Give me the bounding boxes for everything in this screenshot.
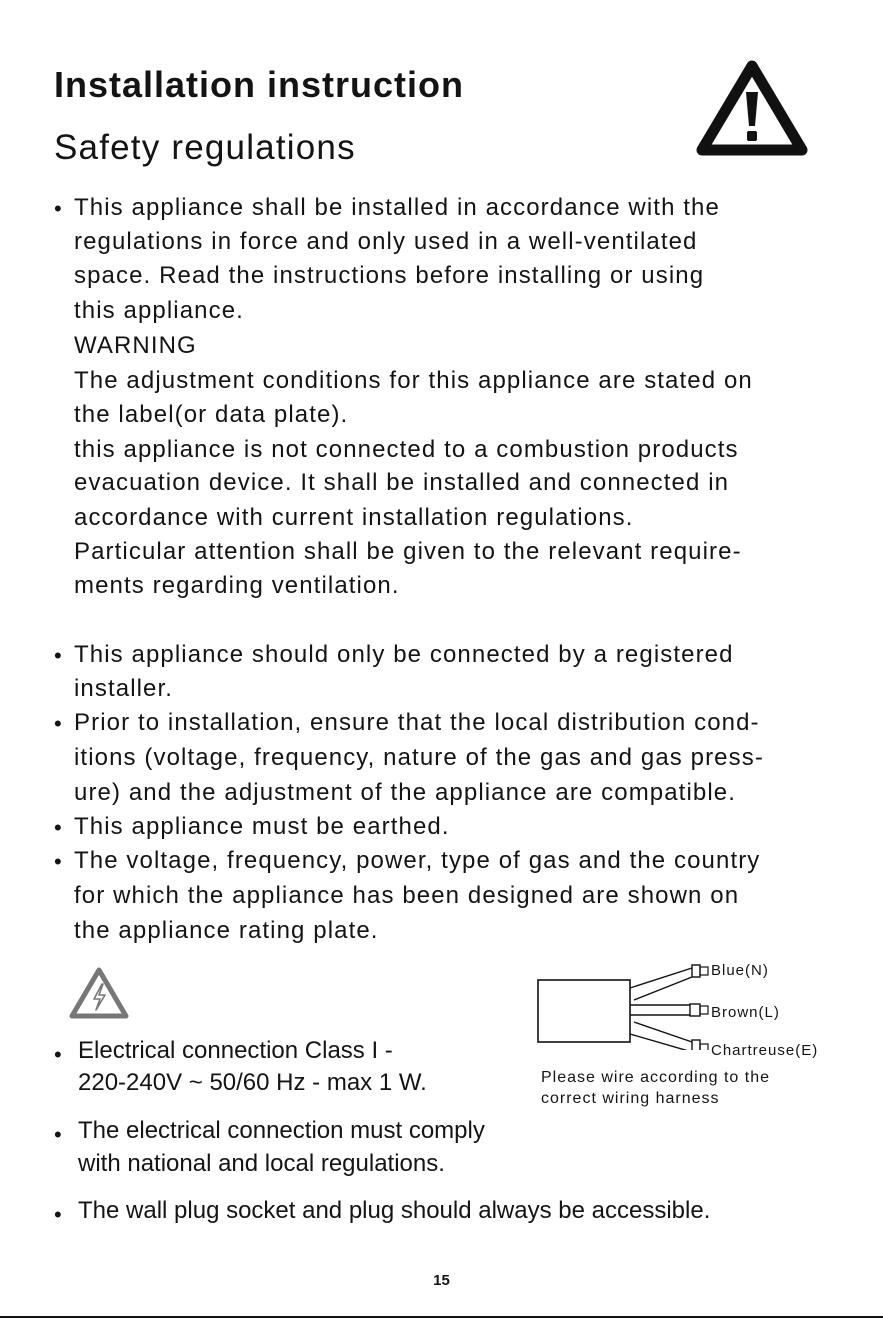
warning-heading: WARNING	[74, 332, 197, 359]
text-line: The voltage, frequency, power, type of gas and the country	[74, 847, 761, 874]
appliance-box	[538, 980, 630, 1042]
warning-triangle-icon	[694, 58, 810, 158]
bottom-rule	[0, 1316, 883, 1318]
text-line: ments regarding ventilation.	[74, 572, 400, 599]
text-line: The adjustment conditions for this appliance are stated on	[74, 367, 753, 394]
text-line: this appliance.	[74, 297, 244, 324]
page-title: Installation instruction	[54, 64, 465, 105]
text-line: space. Read the instructions before installing or using	[74, 262, 705, 289]
text-line: This appliance should only be connected by a registered	[74, 641, 734, 668]
bullet: •	[54, 1122, 62, 1147]
text-line: the label(or data plate).	[74, 401, 349, 428]
text-line: Particular attention shall be given to the relevant require-	[74, 538, 742, 565]
text-line: itions (voltage, frequency, nature of the gas and gas press-	[74, 744, 764, 771]
wiring-diagram	[536, 960, 876, 1050]
text-line: accordance with current installation regulations.	[74, 504, 634, 531]
bullet: •	[54, 643, 62, 668]
page-subtitle: Safety regulations	[54, 128, 356, 167]
text-line: Prior to installation, ensure that the local distribution cond-	[74, 709, 760, 736]
text-line: with national and local regulations.	[78, 1150, 445, 1177]
text-line: This appliance shall be installed in accordance with the	[74, 194, 720, 221]
brown-wire-terminal	[690, 1004, 700, 1016]
wiring-caption-line1: Please wire according to the	[541, 1069, 770, 1086]
page-number: 15	[433, 1272, 450, 1289]
text-line: evacuation device. It shall be installed and connected in	[74, 469, 730, 496]
text-line: The electrical connection must comply	[78, 1117, 485, 1144]
bullet: •	[54, 196, 62, 221]
text-line: Electrical connection Class I -	[78, 1037, 393, 1064]
electric-hazard-icon	[68, 966, 130, 1020]
text-line: installer.	[74, 675, 174, 702]
text-line: This appliance must be earthed.	[74, 813, 450, 840]
bullet: •	[54, 849, 62, 874]
brown-wire-label: Brown(L)	[711, 1004, 780, 1021]
blue-wire-label: Blue(N)	[711, 962, 769, 979]
bullet: •	[54, 815, 62, 840]
text-line: ure) and the adjustment of the appliance are compatible.	[74, 779, 736, 806]
text-line: The wall plug socket and plug should always be accessible.	[78, 1197, 711, 1224]
text-line: 220-240V ~ 50/60 Hz - max 1 W.	[78, 1069, 427, 1096]
chartreuse-wire-label: Chartreuse(E)	[711, 1042, 819, 1059]
text-line: this appliance is not connected to a combustion products	[74, 436, 739, 463]
wiring-caption-line2: correct wiring harness	[541, 1090, 720, 1107]
text-line: for which the appliance has been designed are shown on	[74, 882, 740, 909]
bullet: •	[54, 711, 62, 736]
chartreuse-wire-terminal	[692, 1040, 700, 1050]
blue-wire-terminal	[692, 965, 700, 977]
bullet: •	[54, 1042, 62, 1067]
text-line: regulations in force and only used in a well-ventilated	[74, 228, 698, 255]
bullet: •	[54, 1202, 62, 1227]
text-line: the appliance rating plate.	[74, 917, 379, 944]
